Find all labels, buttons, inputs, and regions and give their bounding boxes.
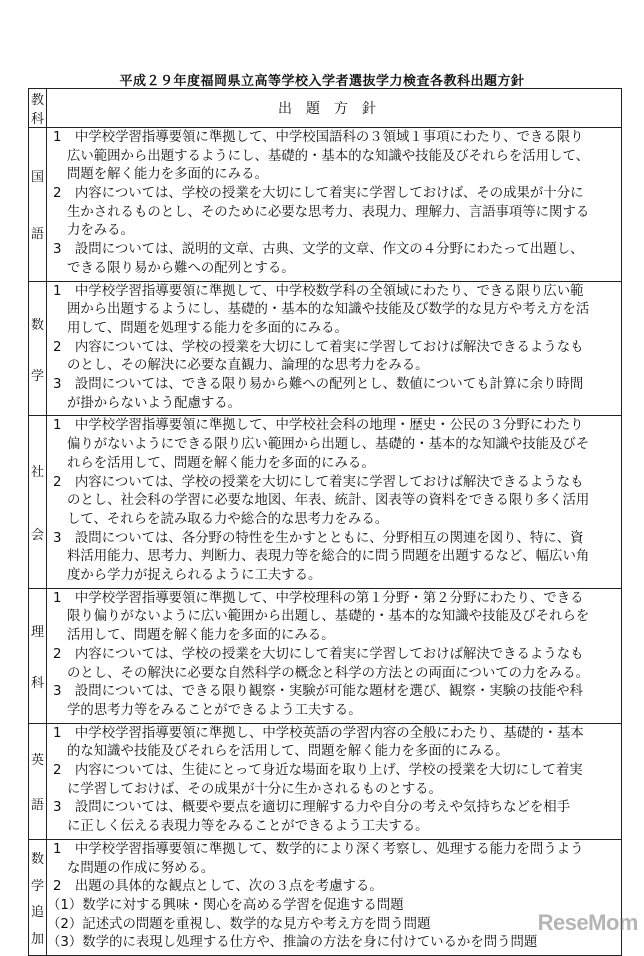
policy-text-line: 2 内容については、学校の授業を大切にして着実に学習しておけば解決できるようなも bbox=[53, 339, 584, 355]
policy-cell bbox=[47, 588, 622, 723]
policy-text-line: 1 中学校学習指導要領に準拠し、中学校英語の学習内容の全般にわたり、基礎的・基本 bbox=[53, 725, 584, 741]
policy-text-line: 広い範囲から出題するようにし、基礎的・基本的な知識や技能及びそれらを活用して、 bbox=[67, 148, 589, 164]
policy-text-line: 学的思考力等をみることができるよう工夫する。 bbox=[67, 702, 362, 718]
policy-text-line: 2 内容については、生徒にとって身近な場面を取り上げ、学校の授業を大切にして着実 bbox=[53, 763, 583, 779]
policy-cell bbox=[47, 723, 622, 839]
subject-row bbox=[29, 281, 622, 416]
subject-column-header bbox=[29, 89, 47, 128]
policy-text-line: 用して、問題を処理する能力を多面的にみる。 bbox=[67, 320, 348, 336]
policy-text-line: 料活用能力、思考力、判断力、表現力等を総合的に問う問題を出題するなど、幅広い角 bbox=[67, 549, 590, 565]
policy-text-line: 2 出題の具体的な観点として、次の３点を考慮する。 bbox=[53, 879, 383, 895]
policy-text-line: な問題の作成に努める。 bbox=[67, 860, 215, 876]
policy-text-line: 1 中学校学習指導要領に準拠して、中学校数学科の全領域にわたり、できる限り広い範 bbox=[53, 283, 584, 299]
subject-header-char: 科 bbox=[30, 112, 44, 127]
subject-row bbox=[29, 588, 622, 723]
policy-text-line: 1 中学校学習指導要領に準拠して、中学校理科の第１分野・第２分野にわたり、できる bbox=[53, 590, 584, 606]
subject-char: 加 bbox=[30, 932, 44, 948]
policy-text-line: 1 中学校学習指導要領に準拠して、中学校国語科の３領域１事項にわたり、できる限り bbox=[53, 130, 584, 145]
policy-text-line: 3 設問については、説明的文章、古典、文学的文章、作文の４分野にわたって出題し、 bbox=[53, 242, 584, 258]
policy-text-line: のとし、その解決に必要な自然科学の概念と科学の方法との両面についての力をみる。 bbox=[67, 665, 589, 681]
subject-row bbox=[29, 128, 622, 282]
policy-text-line: 2 内容については、学校の授業を大切にして着実に学習しておけば解決できるようなも bbox=[53, 646, 584, 662]
policy-text-line: 2 内容については、学校の授業を大切にして着実に学習しておけば解決できるようなも bbox=[53, 474, 584, 490]
subject-char: 学 bbox=[30, 368, 44, 384]
subject-row bbox=[29, 416, 622, 588]
policy-cell bbox=[47, 839, 622, 955]
policy-text-line: のとし、社会科の学習に必要な地図、年表、統計、図表等の資料をできる限り多く活用 bbox=[67, 493, 590, 509]
subject-row bbox=[29, 839, 622, 955]
subject-cell bbox=[29, 839, 47, 955]
policy-text-line: 的な知識や技能及びそれらを活用して、問題を解く能力を多面的にみる。 bbox=[67, 744, 509, 760]
subject-char: 語 bbox=[30, 227, 44, 243]
policy-text-line: 力をみる。 bbox=[67, 223, 134, 239]
subject-char: 語 bbox=[30, 798, 44, 814]
subject-cell bbox=[29, 281, 47, 416]
policy-text-line: 生かされるものとし、そのために必要な思考力、表現力、理解力、言語事項等に関する bbox=[67, 204, 590, 220]
policy-text-line: 3 設問については、できる限り易から難への配列とし、数値についても計算に余り時間 bbox=[53, 377, 584, 393]
policy-text-line: できる限り易から難への配列とする。 bbox=[67, 260, 295, 276]
policy-text-line: 3 設問については、できる限り観察・実験が可能な題材を選び、観察・実験の技能や科 bbox=[53, 684, 583, 700]
exam-policy-table bbox=[28, 88, 622, 956]
policy-cell bbox=[47, 416, 622, 588]
policy-text-line: 限り偏りがないように広い範囲から出題し、基礎的・基本的な知識や技能及びそれらを bbox=[67, 609, 590, 625]
policy-text-line: に学習しておけば、その成果が十分に生かされるものとする。 bbox=[67, 781, 442, 797]
policy-text-line: れらを活用して、問題を解く能力を多面的にみる。 bbox=[67, 455, 375, 471]
policy-text-line: して、それらを読み取る力や総合的な思考力をみる。 bbox=[67, 511, 389, 527]
subject-cell bbox=[29, 416, 47, 588]
subject-char: 数 bbox=[30, 851, 44, 867]
policy-text-line: 3 設問については、各分野の特性を生かすとともに、分野相互の関連を図り、特に、資 bbox=[53, 530, 584, 546]
subject-char: 科 bbox=[30, 675, 44, 691]
policy-cell bbox=[47, 281, 622, 416]
subject-char: 理 bbox=[30, 624, 44, 640]
resemom-watermark-logo: ReseMom bbox=[537, 910, 638, 935]
policy-text-line: （2）記述式の問題を重視し、数学的な見方や考え方を問う問題 bbox=[47, 916, 431, 932]
subject-char: 追 bbox=[30, 905, 44, 921]
policy-cell bbox=[47, 128, 622, 282]
subject-char: 数 bbox=[30, 317, 44, 333]
policy-column-header: 出題方針 bbox=[47, 89, 622, 128]
policy-text-line: 偏りがないようにできる限り広い範囲から出題し、基礎的・基本的な知識や技能及びそ bbox=[67, 437, 590, 453]
policy-text-line: 3 設問については、概要や要点を適切に理解する力や自分の考えや気持ちなどを相手 bbox=[53, 800, 571, 816]
policy-text-line: に正しく伝える表現力等をみることができるよう工夫する。 bbox=[67, 819, 429, 835]
subject-cell bbox=[29, 128, 47, 282]
policy-text-line: 囲から出題するようにし、基礎的・基本的な知識や技能及び数学的な見方や考え方を活 bbox=[67, 302, 590, 318]
subject-header-char: 教 bbox=[30, 93, 44, 108]
policy-text-line: 2 内容については、学校の授業を大切にして着実に学習しておけば、その成果が十分に bbox=[53, 186, 584, 202]
policy-text-line: 1 中学校学習指導要領に準拠して、数学的により深く考察し、処理する能力を問うよう bbox=[53, 841, 584, 857]
policy-text-line: （1）数学に対する興味・関心を高める学習を促進する問題 bbox=[47, 897, 404, 913]
policy-text-line: のとし、その解決に必要な直観力、論理的な思考力をみる。 bbox=[67, 358, 429, 374]
subject-cell bbox=[29, 588, 47, 723]
policy-text-line: 1 中学校学習指導要領に準拠して、中学校社会科の地理・歴史・公民の３分野にわたり bbox=[53, 418, 584, 434]
document-title: 平成２９年度福岡県立高等学校入学者選抜学力検査各教科出題方針 bbox=[119, 74, 525, 89]
policy-text-line: （3）数学的に表現し処理する仕方や、推論の方法を身に付けているかを問う問題 bbox=[47, 935, 538, 951]
subject-row bbox=[29, 723, 622, 839]
subject-char: 社 bbox=[30, 464, 44, 480]
subject-cell bbox=[29, 723, 47, 839]
policy-text-line: 度から学力が捉えられるように工夫する。 bbox=[67, 567, 322, 583]
subject-char: 英 bbox=[30, 753, 44, 769]
subject-char: 学 bbox=[30, 878, 44, 894]
policy-text-line: が掛からないよう配慮する。 bbox=[67, 395, 242, 411]
subject-char: 会 bbox=[30, 528, 44, 544]
table-header-row bbox=[29, 89, 622, 128]
policy-text-line: 問題を解く能力を多面的にみる。 bbox=[67, 167, 268, 183]
policy-text-line: 活用して、問題を解く能力を多面的にみる。 bbox=[67, 628, 335, 644]
subject-char: 国 bbox=[30, 170, 44, 186]
